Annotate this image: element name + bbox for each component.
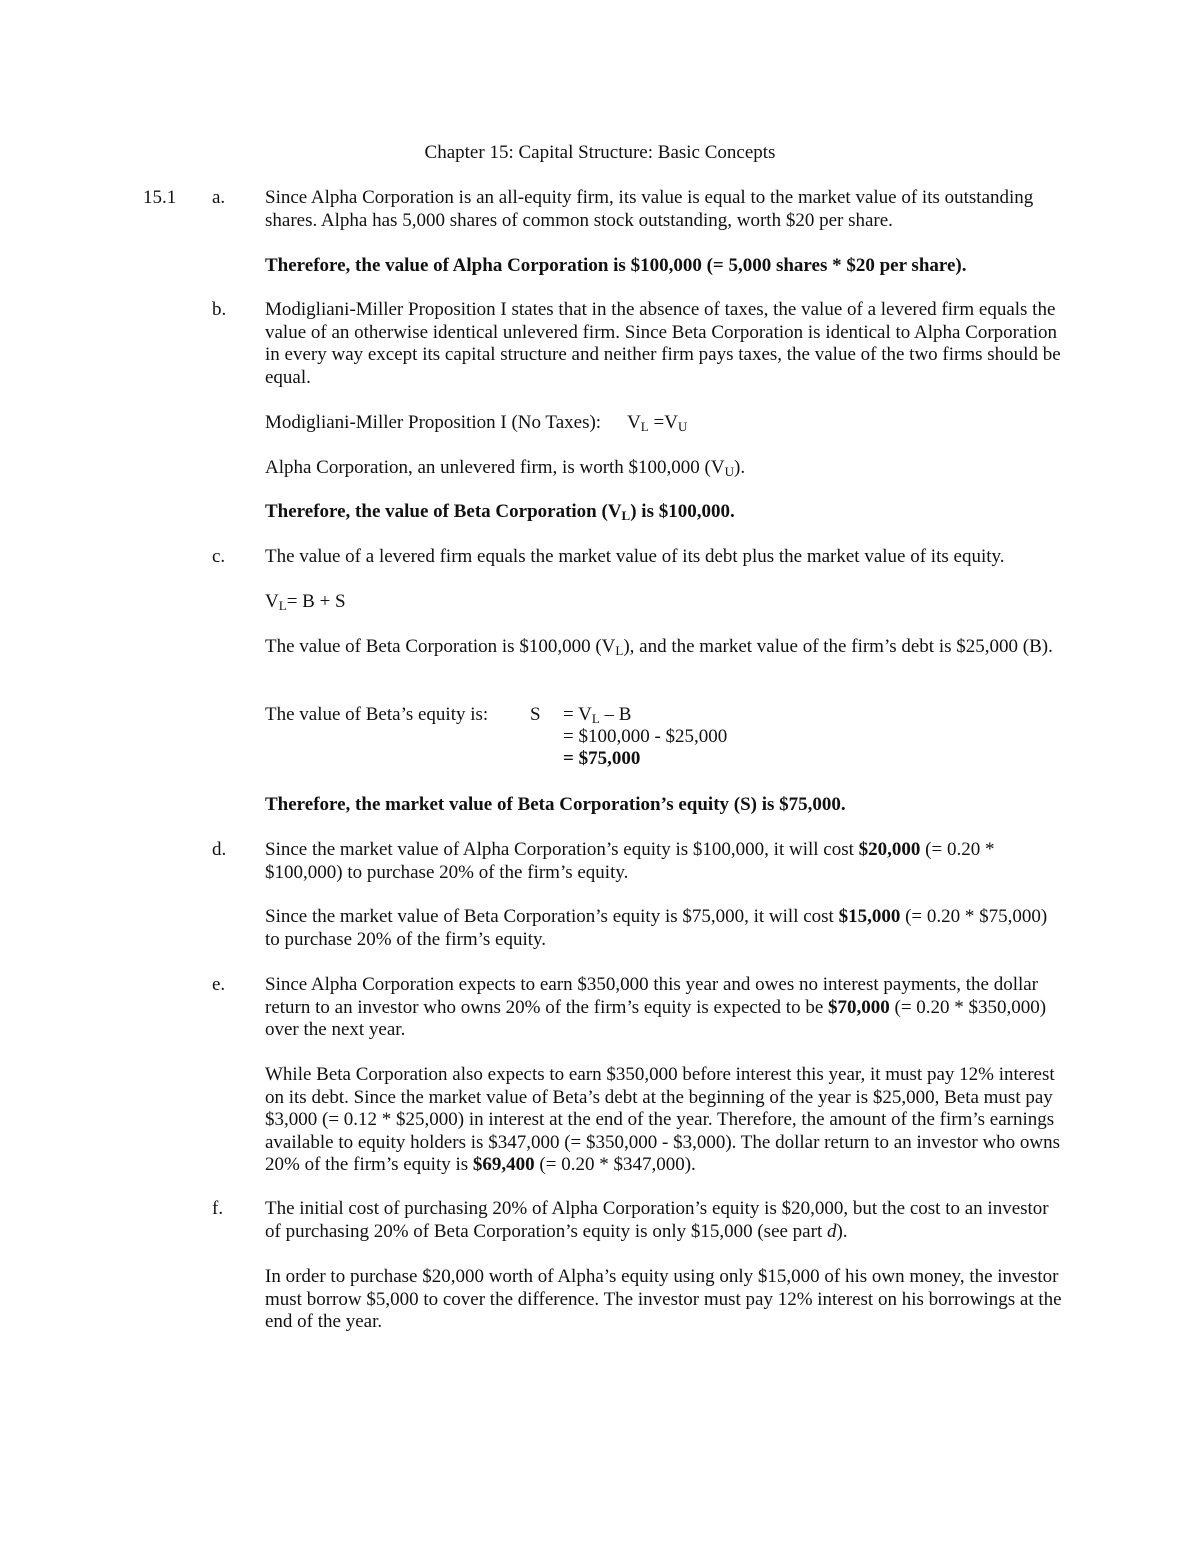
bold-amount: $20,000 bbox=[858, 839, 921, 860]
part-a-paragraph-1: Since Alpha Corporation is an all-equity firm, its value is equal to the market value of its outstanding shares. Alpha has 5,000 shares of common stock outstanding, worth $20 per share. bbox=[265, 187, 1034, 231]
part-a-label: a. bbox=[212, 187, 226, 208]
equity-s-symbol: S bbox=[530, 704, 541, 725]
part-a-conclusion: Therefore, the value of Alpha Corporation is $100,000 (= 5,000 shares * $20 per share). bbox=[265, 255, 967, 276]
problem-number: 15.1 bbox=[143, 187, 177, 208]
part-d-paragraph-2 bbox=[265, 906, 1065, 951]
part-f-label: f. bbox=[212, 1198, 224, 1219]
equation-rest: = B + S bbox=[286, 591, 346, 612]
subscript-l: L bbox=[640, 419, 649, 434]
bold-amount: $69,400 bbox=[472, 1154, 535, 1175]
part-e-paragraph-2 bbox=[265, 1064, 1065, 1177]
subscript-u: U bbox=[677, 419, 688, 434]
text-segment: Alpha Corporation, an unlevered firm, is worth $100,000 (V bbox=[265, 457, 725, 478]
chapter-title: Chapter 15: Capital Structure: Basic Concepts bbox=[424, 142, 776, 163]
equity-line-3: = $75,000 bbox=[563, 748, 641, 769]
subscript-u: U bbox=[724, 464, 734, 479]
proposition-label: Modigliani-Miller Proposition I (No Taxes): bbox=[265, 412, 602, 433]
part-b-proposition-equation bbox=[265, 412, 687, 435]
part-b-conclusion bbox=[265, 501, 1065, 524]
part-d-paragraph-1 bbox=[265, 839, 1065, 884]
equity-line-1 bbox=[563, 704, 631, 727]
text-segment: Since the market value of Beta Corporation’s equity is $75,000, it will cost bbox=[265, 906, 839, 927]
text-segment: Since the market value of Alpha Corporation’s equity is $100,000, it will cost bbox=[265, 839, 859, 860]
part-b-label: b. bbox=[212, 299, 227, 320]
part-f-paragraph-2: In order to purchase $20,000 worth of Alpha’s equity using only $15,000 of his own money, the investor must borrow $5,000 to cover the difference. The investor must pay 12% interest on his borrowings at the end of the year. bbox=[265, 1266, 1062, 1332]
text-segment: The initial cost of purchasing 20% of Alpha Corporation’s equity is $20,000, but the cost to an investor of purchasing 20% of Beta Corporation’s equity is only $15,000 (see part bbox=[265, 1198, 1049, 1242]
text-segment: – B bbox=[599, 704, 632, 725]
part-c-conclusion: Therefore, the market value of Beta Corporation’s equity (S) is $75,000. bbox=[265, 794, 846, 815]
equals-v: =V bbox=[648, 412, 678, 433]
text-segment: = V bbox=[563, 704, 592, 725]
bold-amount: $15,000 bbox=[838, 906, 901, 927]
text-segment: ). bbox=[836, 1220, 848, 1242]
v-symbol: V bbox=[627, 412, 641, 433]
part-e-label: e. bbox=[212, 974, 226, 995]
part-e-paragraph-1 bbox=[265, 974, 1065, 1042]
part-f-paragraph-1 bbox=[265, 1198, 1065, 1243]
v-symbol: V bbox=[265, 591, 279, 612]
part-c-value-equation bbox=[265, 591, 346, 614]
part-b-paragraph-1: Modigliani-Miller Proposition I states that in the absence of taxes, the value of a levered firm equals the value of an otherwise identical unlevered firm. Since Beta Corporation is identical to Alpha Corporation in every way except its capital structure and neither firm pays taxes, the value of the two firms should be equal. bbox=[265, 299, 1061, 388]
subscript-l: L bbox=[621, 508, 631, 523]
text-segment: (= 0.20 * $100,000) to purchase 20% of the firm’s equity. bbox=[265, 839, 995, 883]
text-segment: ), and the market value of the firm’s debt is $25,000 (B). bbox=[623, 636, 1053, 657]
subscript-l: L bbox=[615, 643, 624, 658]
equity-label: The value of Beta’s equity is: bbox=[265, 704, 489, 725]
bold-amount: $70,000 bbox=[828, 996, 890, 1018]
text-segment: Therefore, the value of Beta Corporation (V bbox=[265, 501, 622, 522]
part-c-paragraph-1: The value of a levered firm equals the market value of its debt plus the market value of its equity. bbox=[265, 546, 1005, 567]
subscript-l: L bbox=[278, 598, 287, 613]
subscript-l: L bbox=[591, 711, 600, 726]
text-segment: (= 0.20 * $347,000). bbox=[534, 1154, 696, 1175]
part-c-paragraph-3 bbox=[265, 636, 1065, 659]
part-d-label: d. bbox=[212, 839, 227, 860]
text-segment: The value of Beta Corporation is $100,000 (V bbox=[265, 636, 616, 657]
equity-line-2: = $100,000 - $25,000 bbox=[563, 726, 728, 747]
text-segment: ) is $100,000. bbox=[630, 501, 735, 522]
text-segment: ). bbox=[734, 457, 746, 478]
text-segment: (= 0.20 * $75,000) to purchase 20% of the firm’s equity. bbox=[265, 906, 1048, 950]
text-segment: While Beta Corporation also expects to earn $350,000 before interest this year, it must pay 12% interest on its debt. Since the market value of Beta’s debt at the beginning of the year is $25,000, Beta must pay $3,000 (= 0.12 * $25,000) in interest at the end of the year. Therefore, the amount of the firm’s earnings available to equity holders is $347,000 (= $350,000 - $3,000). The dollar return to an investor who owns 20% of the firm’s equity is bbox=[265, 1064, 1061, 1175]
part-b-paragraph-3 bbox=[265, 457, 1065, 480]
italic-reference: d bbox=[826, 1220, 837, 1242]
text-segment: (= 0.20 * $350,000) over the next year. bbox=[265, 996, 1047, 1040]
text-segment: Since Alpha Corporation expects to earn $350,000 this year and owes no interest payments, the dollar return to an investor who owns 20% of the firm’s equity is expected to be bbox=[265, 974, 1039, 1018]
part-c-label: c. bbox=[212, 546, 226, 567]
